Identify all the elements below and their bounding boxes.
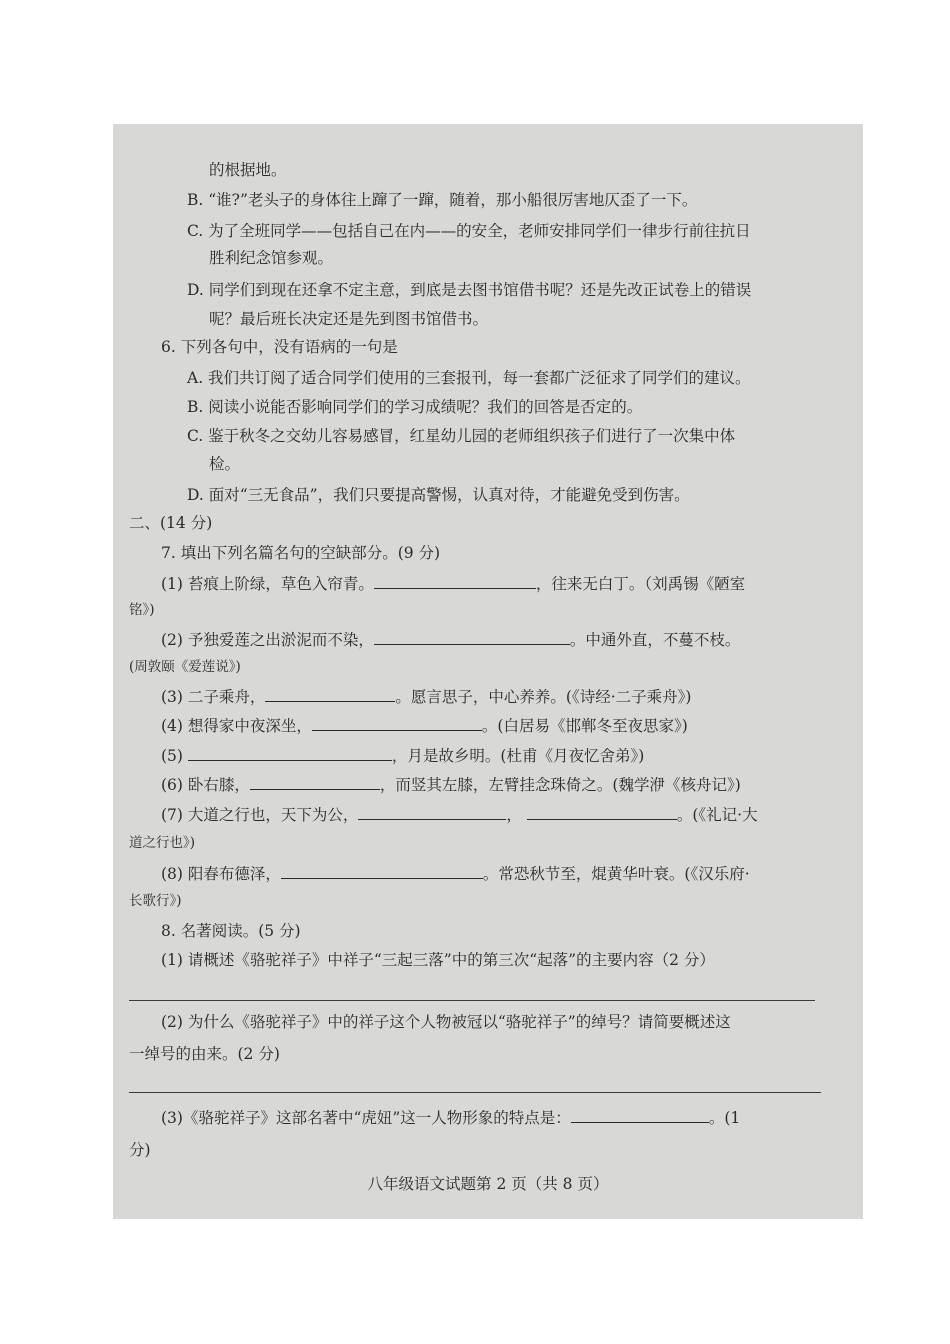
q5-option-d-line2: 呢？最后班长决定还是先到图书馆借书。 [209,310,489,328]
answer-blank[interactable] [281,863,483,879]
answer-blank[interactable] [312,715,482,731]
page-footer: 八年级语文试题第 2 页（共 8 页） [367,1175,609,1193]
q5-option-a-tail: 的根据地。 [209,161,287,179]
q7-stem: 7. 填出下列名篇名句的空缺部分。(9 分) [161,544,441,562]
q7-item-6: (6) 卧右膝， ，而竖其左膝，左臂挂念珠倚之。(魏学洢《核舟记》) [161,776,741,794]
q8-item-2-line2: 一绰号的由来。(2 分) [129,1045,280,1063]
q5-option-d-line1: D. 同学们到现在还拿不定主意，到底是去图书馆借书呢？还是先改正试卷上的错误 [187,281,752,299]
q7-item-4: (4) 想得家中夜深坐， 。(白居易《邯郸冬至夜思家》) [161,717,688,735]
answer-blank[interactable] [250,774,380,790]
q6-option-d: D. 面对“三无食品”，我们只要提高警惕，认真对待，才能避免受到伤害。 [187,486,690,504]
q7-item-8-source: 长歌行》) [129,893,182,909]
q8-item-3: (3)《骆驼祥子》这部名著中“虎妞”这一人物形象的特点是： 。(1 [161,1109,741,1127]
q5-option-c-line2: 胜利纪念馆参观。 [209,249,334,267]
q7-item-2: (2) 予独爱莲之出淤泥而不染， 。中通外直，不蔓不枝。 [161,631,741,649]
q7-item-7-source: 道之行也》) [129,835,196,851]
q7-item-2-source: (周敦颐《爱莲说》) [129,659,241,675]
answer-blank[interactable] [265,686,395,702]
q7-item-5: (5) ，月是故乡明。(杜甫《月夜忆舍弟》) [161,747,645,765]
answer-blank[interactable] [374,573,536,589]
q8-stem: 8. 名著阅读。(5 分) [161,922,301,940]
q7-item-7: (7) 大道之行也，天下为公， ， 。(《礼记·大 [161,806,758,824]
q7-item-1: (1) 苔痕上阶绿，草色入帘青。 ，往来无白丁。（刘禹锡《陋室 [161,575,746,593]
q8-item-3-tail: 分) [129,1141,151,1159]
answer-line-1[interactable] [129,1000,815,1001]
answer-line-2[interactable] [129,1092,821,1093]
q8-item-1: (1) 请概述《骆驼祥子》中祥子“三起三落”中的第三次“起落”的主要内容（2 分） [161,951,715,969]
answer-blank[interactable] [358,804,506,820]
q6-option-c-line1: C. 鉴于秋冬之交幼儿容易感冒，红星幼儿园的老师组织孩子们进行了一次集中体 [187,427,736,445]
q8-item-2-line1: (2) 为什么《骆驼祥子》中的祥子这个人物被冠以“骆驼祥子”的绰号？请简要概述这 [161,1013,731,1031]
answer-blank[interactable] [527,804,677,820]
q5-option-b: B. “谁?”老头子的身体往上蹿了一蹿，随着，那小船很厉害地仄歪了一下。 [187,191,698,209]
q6-option-b: B. 阅读小说能否影响同学们的学习成绩呢？我们的回答是否定的。 [187,398,643,416]
q5-option-c-line1: C. 为了全班同学——包括自己在内——的安全，老师安排同学们一律步行前往抗日 [187,222,751,240]
q6-stem: 6. 下列各句中，没有语病的一句是 [161,338,398,356]
answer-blank[interactable] [188,745,392,761]
exam-page [113,124,863,1219]
answer-blank[interactable] [374,629,570,645]
q7-item-3: (3) 二子乘舟， 。愿言思子，中心养养。(《诗经·二子乘舟》) [161,688,692,706]
q6-option-c-line2: 检。 [209,455,241,473]
section-two-heading: 二、(14 分) [129,514,213,532]
q7-item-8: (8) 阳春布德泽， 。常恐秋节至，焜黄华叶衰。(《汉乐府· [161,865,750,883]
q7-item-1-source: 铭》) [129,602,155,618]
answer-blank[interactable] [571,1107,709,1123]
q6-option-a: A. 我们共订阅了适合同学们使用的三套报刊，每一套都广泛征求了同学们的建议。 [187,369,751,387]
